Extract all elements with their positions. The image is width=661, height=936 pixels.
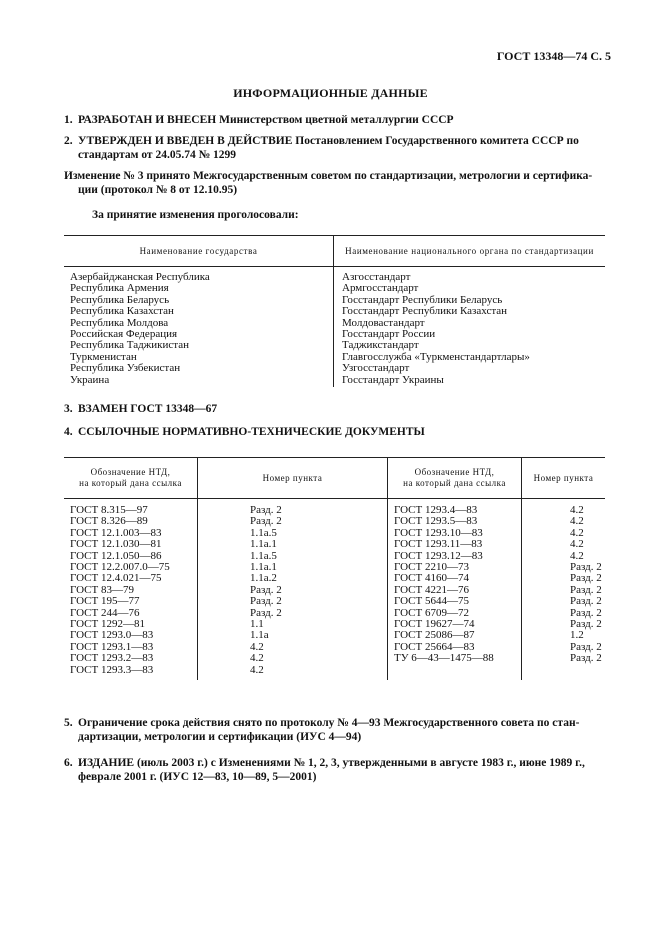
point-number: 1.1а.1 bbox=[250, 561, 277, 574]
ntd-designation: ГОСТ 1293.1—83 bbox=[70, 640, 154, 653]
point-number: Разд. 2 bbox=[570, 572, 602, 585]
states-header-body: Наименование национального органа по стандартизации bbox=[334, 236, 606, 267]
point-number: Разд. 2 bbox=[570, 618, 602, 631]
ntd-designation: ГОСТ 25664—83 bbox=[394, 640, 475, 653]
state-name: Украина bbox=[70, 373, 110, 386]
page-header-doc-ref: ГОСТ 13348—74 С. 5 bbox=[496, 49, 611, 63]
point-number: 1.1а.1 bbox=[250, 538, 277, 551]
refs-left-docs-column bbox=[64, 499, 198, 681]
standards-body-name: Госстандарт Украины bbox=[342, 373, 444, 386]
point-number: 4.2 bbox=[570, 526, 584, 539]
point-number: 4.2 bbox=[570, 538, 584, 551]
state-name: Республика Беларусь bbox=[70, 293, 170, 306]
ntd-designation: ГОСТ 4221—76 bbox=[394, 583, 469, 596]
item-5 bbox=[64, 716, 604, 744]
refs-header-ntd-left bbox=[64, 458, 198, 499]
point-number: 4.2 bbox=[250, 652, 264, 665]
ntd-designation: ГОСТ 2210—73 bbox=[394, 561, 469, 574]
ntd-designation: ГОСТ 12.1.003—83 bbox=[70, 526, 162, 539]
item-5-line-1: Ограничение срока действия снято по протоколу № 4—93 Межгосударственного совета по стан- bbox=[78, 717, 580, 729]
item-2 bbox=[64, 134, 604, 162]
states-header-state: Наименование государства bbox=[64, 236, 334, 267]
refs-header-ntd-right-line-1: Обозначение НТД, bbox=[414, 467, 495, 477]
ntd-designation: ГОСТ 195—77 bbox=[70, 595, 140, 608]
item-2-number: 2. bbox=[64, 135, 73, 147]
ntd-designation: ГОСТ 1292—81 bbox=[70, 618, 145, 631]
item-2-line-1: УТВЕРЖДЕН И ВВЕДЕН В ДЕЙСТВИЕ Постановлением Государственного комитета СССР по bbox=[78, 135, 579, 147]
amendment-line-1: Изменение № 3 принято Межгосударственным советом по стандартизации, метрологии и сертифика- bbox=[64, 170, 593, 182]
standards-body-name: Таджикстандарт bbox=[342, 339, 419, 352]
refs-header-ntd-left-line-2: на который дана ссылка bbox=[79, 478, 182, 488]
ntd-designation: ГОСТ 25086—87 bbox=[394, 629, 475, 642]
point-number: Разд. 2 bbox=[570, 583, 602, 596]
item-3 bbox=[64, 402, 604, 416]
ntd-designation: ГОСТ 19627—74 bbox=[394, 618, 475, 631]
item-2-line-2: стандартам от 24.05.74 № 1299 bbox=[78, 149, 237, 161]
item-6-number: 6. bbox=[64, 757, 73, 769]
standards-body-name: Главгосслужба «Туркменстандартлары» bbox=[342, 350, 530, 363]
ntd-designation: ТУ 6—43—1475—88 bbox=[394, 652, 494, 665]
point-number: Разд. 2 bbox=[570, 595, 602, 608]
point-number: Разд. 2 bbox=[570, 640, 602, 653]
point-number: Разд. 2 bbox=[250, 515, 282, 528]
point-number: 1.2 bbox=[570, 629, 584, 642]
refs-header-ntd-right bbox=[388, 458, 522, 499]
ntd-designation: ГОСТ 8.326—89 bbox=[70, 515, 148, 528]
ntd-designation: ГОСТ 12.4.021—75 bbox=[70, 572, 162, 585]
amendment-note bbox=[64, 169, 604, 197]
item-4-text: ССЫЛОЧНЫЕ НОРМАТИВНО-ТЕХНИЧЕСКИЕ ДОКУМЕНТЫ bbox=[78, 426, 425, 438]
point-number: 1.1а.5 bbox=[250, 549, 277, 562]
refs-header-ntd-right-line-2: на который дана ссылка bbox=[403, 478, 506, 488]
point-number: Разд. 2 bbox=[570, 561, 602, 574]
point-number: 1.1 bbox=[250, 618, 264, 631]
item-6-line-2: феврале 2001 г. (ИУС 12—83, 10—89, 5—2001) bbox=[78, 771, 317, 783]
state-name: Республика Узбекистан bbox=[70, 362, 181, 375]
point-number: Разд. 2 bbox=[570, 652, 602, 665]
item-4-number: 4. bbox=[64, 426, 73, 438]
voted-label: За принятие изменения проголосовали: bbox=[92, 209, 299, 221]
ntd-designation: ГОСТ 1293.3—83 bbox=[70, 663, 154, 676]
standards-body-name: Госстандарт Республики Казахстан bbox=[342, 305, 508, 318]
state-name: Туркменистан bbox=[70, 350, 137, 363]
state-name: Российская Федерация bbox=[70, 328, 178, 341]
point-number: 4.2 bbox=[570, 515, 584, 528]
bodies-column bbox=[334, 267, 606, 388]
point-number: Разд. 2 bbox=[250, 595, 282, 608]
ntd-designation: ГОСТ 1293.12—83 bbox=[394, 549, 483, 562]
ntd-designation: ГОСТ 1293.4—83 bbox=[394, 504, 478, 516]
point-number: 4.2 bbox=[250, 663, 264, 676]
state-name: Республика Таджикистан bbox=[70, 339, 189, 352]
ntd-designation: ГОСТ 12.1.050—86 bbox=[70, 549, 162, 562]
standards-body-name: Армгосстандарт bbox=[342, 282, 419, 295]
ntd-designation: ГОСТ 83—79 bbox=[70, 583, 134, 596]
ntd-designation: ГОСТ 12.1.030—81 bbox=[70, 538, 162, 551]
ntd-designation: ГОСТ 12.2.007.0—75 bbox=[70, 561, 170, 574]
ntd-designation: ГОСТ 8.315—97 bbox=[70, 504, 148, 516]
point-number: Разд. 2 bbox=[250, 504, 282, 516]
item-5-number: 5. bbox=[64, 717, 73, 729]
item-1-number: 1. bbox=[64, 114, 73, 126]
standards-body-name: Госстандарт Республики Беларусь bbox=[342, 293, 503, 306]
ntd-designation: ГОСТ 1293.10—83 bbox=[394, 526, 483, 539]
standards-body-name: Азгосстандарт bbox=[342, 271, 411, 283]
refs-left-points-column bbox=[198, 499, 388, 681]
refs-header-ntd-left-line-1: Обозначение НТД, bbox=[90, 467, 171, 477]
standards-body-name: Госстандарт России bbox=[342, 328, 436, 341]
state-name: Республика Армения bbox=[70, 282, 169, 295]
state-name: Республика Молдова bbox=[70, 316, 169, 329]
amendment-line-2: ции (протокол № 8 от 12.10.95) bbox=[78, 184, 238, 196]
ntd-designation: ГОСТ 244—76 bbox=[70, 606, 140, 619]
state-name: Республика Казахстан bbox=[70, 305, 174, 318]
point-number: 4.2 bbox=[250, 640, 264, 653]
point-number: 4.2 bbox=[570, 504, 584, 516]
refs-header-point-left: Номер пункта bbox=[198, 458, 388, 499]
item-4 bbox=[64, 425, 604, 439]
ntd-designation: ГОСТ 1293.11—83 bbox=[394, 538, 483, 551]
refs-header-point-right: Номер пункта bbox=[522, 458, 606, 499]
ntd-designation: ГОСТ 1293.0—83 bbox=[70, 629, 154, 642]
item-3-number: 3. bbox=[64, 403, 73, 415]
item-3-text: ВЗАМЕН ГОСТ 13348—67 bbox=[78, 403, 218, 415]
point-number: 4.2 bbox=[570, 549, 584, 562]
ntd-designation: ГОСТ 5644—75 bbox=[394, 595, 469, 608]
states-table bbox=[64, 235, 605, 387]
state-name: Азербайджанская Республика bbox=[70, 271, 210, 283]
refs-right-points-column bbox=[522, 499, 606, 681]
ntd-designation: ГОСТ 4160—74 bbox=[394, 572, 469, 585]
point-number: 1.1а.5 bbox=[250, 526, 277, 539]
page-title: ИНФОРМАЦИОННЫЕ ДАННЫЕ bbox=[233, 86, 428, 100]
standards-body-name: Узгосстандарт bbox=[342, 362, 410, 375]
ntd-designation: ГОСТ 1293.5—83 bbox=[394, 515, 478, 528]
refs-right-docs-column bbox=[388, 499, 522, 681]
ntd-designation: ГОСТ 6709—72 bbox=[394, 606, 469, 619]
point-number: 1.1а bbox=[250, 629, 269, 642]
point-number: Разд. 2 bbox=[570, 606, 602, 619]
point-number: Разд. 2 bbox=[250, 606, 282, 619]
item-1 bbox=[64, 113, 604, 127]
point-number: Разд. 2 bbox=[250, 583, 282, 596]
point-number: 1.1а.2 bbox=[250, 572, 277, 585]
item-1-text: РАЗРАБОТАН И ВНЕСЕН Министерством цветной металлургии СССР bbox=[78, 114, 454, 126]
states-column bbox=[64, 267, 334, 388]
standards-body-name: Молдовастандарт bbox=[342, 316, 425, 329]
item-5-line-2: дартизации, метрологии и сертификации (ИУС 4—94) bbox=[78, 731, 362, 743]
item-6 bbox=[64, 756, 604, 784]
item-6-line-1: ИЗДАНИЕ (июль 2003 г.) с Изменениями № 1, 2, 3, утвержденными в августе 1983 г., июне 1989 г., bbox=[78, 757, 585, 769]
references-table bbox=[64, 457, 605, 680]
ntd-designation: ГОСТ 1293.2—83 bbox=[70, 652, 154, 665]
